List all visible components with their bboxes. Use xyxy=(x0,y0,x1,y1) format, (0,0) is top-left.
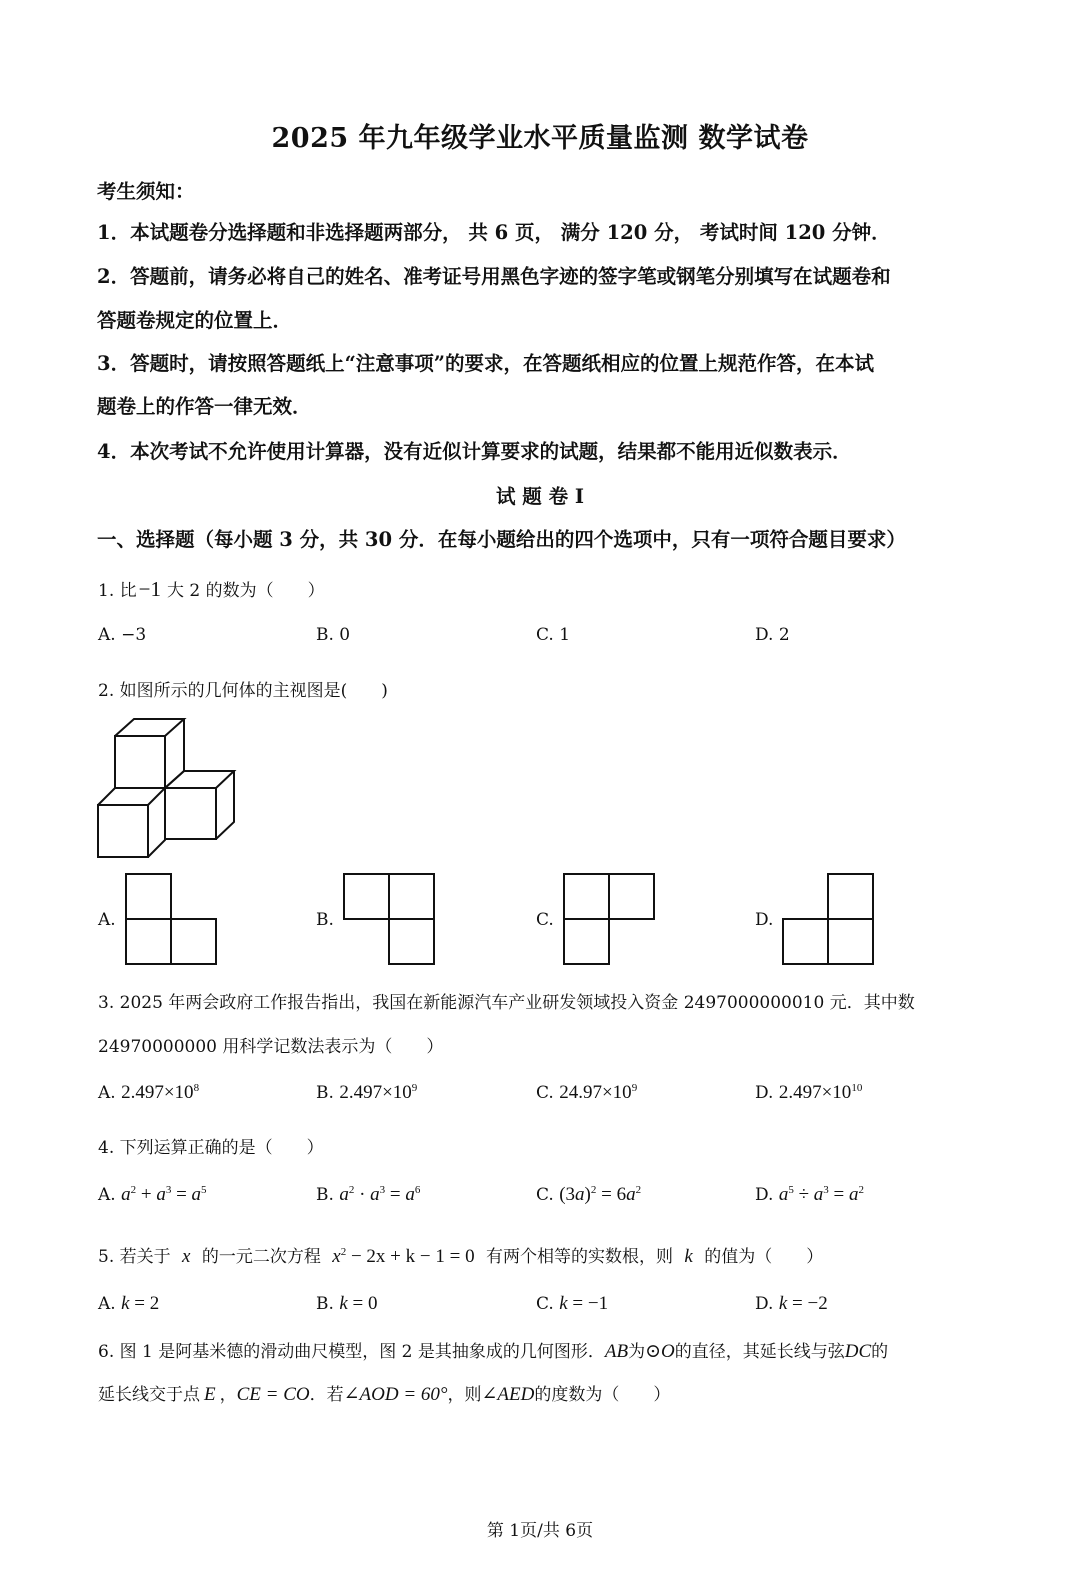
q5-equation: $x^2 - 2x + k - 1 = 0$ xyxy=(332,1246,475,1267)
q3-d-exponent: 10 xyxy=(851,1082,863,1094)
notice-item-3: 3．答题时，请按照答题纸上“注意事项”的要求，在答题纸相应的位置上规范作答，在本试 xyxy=(97,352,875,375)
q5-var-k: k xyxy=(684,1246,693,1267)
paper-label: 试 题 卷 I xyxy=(496,485,584,508)
q6-angle-aod: ∠AOD = 60° xyxy=(343,1384,448,1405)
question-4-stem: 4. 下列运算正确的是（ ） xyxy=(98,1138,324,1158)
question-1-stem xyxy=(98,576,325,602)
notice-item-4: 4．本次考试不允许使用计算器，没有近似计算要求的试题，结果都不能用近似数表示． xyxy=(97,440,852,463)
q3-b-exponent: 9 xyxy=(411,1082,418,1094)
q4-c-expression: $(3a)^2 = 6a^2$ xyxy=(559,1184,642,1205)
q5-label-c: C. xyxy=(536,1294,554,1314)
q5-a-value: k = 2 xyxy=(121,1293,160,1314)
q4-option-b xyxy=(316,1184,420,1206)
right-cube-side xyxy=(216,771,234,839)
q3-a-mantissa: 2.497×10 xyxy=(121,1082,194,1103)
q5-text-4: 的值为（ ） xyxy=(704,1247,824,1267)
q3-label-a: A. xyxy=(98,1083,116,1103)
q2-label-b: B. xyxy=(316,910,334,930)
q4-label-d: D. xyxy=(755,1185,774,1205)
q4-option-d xyxy=(755,1184,864,1206)
q4-option-a xyxy=(98,1184,207,1206)
q3-a-value xyxy=(121,1082,199,1103)
q6-text-4: 的 xyxy=(871,1342,889,1362)
left-cube-top xyxy=(98,788,165,805)
q2-option-b-figure xyxy=(342,872,436,966)
q3-option-a xyxy=(98,1082,199,1104)
question-5-stem xyxy=(98,1242,823,1268)
q2-label-c: C. xyxy=(536,910,554,930)
q5-option-a xyxy=(98,1293,159,1315)
q2-option-d-figure xyxy=(781,872,875,966)
q3-b-mantissa: 2.497×10 xyxy=(339,1082,412,1103)
q3-c-exponent: 9 xyxy=(631,1082,638,1094)
q4-label-a: A. xyxy=(98,1185,116,1205)
q4-option-c xyxy=(536,1184,641,1206)
q5-b-value: k = 0 xyxy=(339,1293,378,1314)
notice-item-1: 1．本试题卷分选择题和非选择题两部分， 共 6 页， 满分 120 分， 考试时间 120 分钟． xyxy=(97,221,891,244)
q6-text-1: 6. 图 1 是阿基米德的滑动曲尺模型，图 2 是其抽象成的几何图形． xyxy=(98,1342,605,1362)
q4-a-expression: $a^2 + a^3 = a^5$ xyxy=(121,1184,207,1205)
right-cube-top xyxy=(165,771,234,788)
q2-label-d: D. xyxy=(755,910,774,930)
q6-circle-o: ⊙O xyxy=(645,1341,675,1362)
q1-option-a: A. −3 xyxy=(98,625,147,645)
notice-item-2: 2．答题前，请务必将自己的姓名、准考证号用黑色字迹的签字笔或钢笔分别填写在试题卷和 xyxy=(97,265,891,288)
question-6-line-1 xyxy=(98,1337,888,1363)
q1-option-c: C. 1 xyxy=(536,625,571,645)
q3-d-value xyxy=(779,1082,862,1103)
q5-option-b xyxy=(316,1293,377,1315)
notice-item-2-cont: 答题卷规定的位置上． xyxy=(97,309,293,332)
q3-option-d xyxy=(755,1082,862,1104)
q6-text-3: 的直径，其延长线与弦 xyxy=(674,1342,845,1362)
solid-figure-cubes xyxy=(94,714,238,860)
q5-text-1: 5. 若关于 xyxy=(98,1247,171,1267)
q1-option-b: B. 0 xyxy=(316,625,351,645)
q2-option-c-figure xyxy=(562,872,656,966)
q3-c-mantissa: 24.97×10 xyxy=(559,1082,632,1103)
q6-text-6: ， xyxy=(219,1385,237,1405)
q3-c-value xyxy=(559,1082,637,1103)
q4-label-c: C. xyxy=(536,1185,554,1205)
question-3-line-2: 24970000000 用科学记数法表示为（ ） xyxy=(98,1037,444,1057)
q5-label-a: A. xyxy=(98,1294,116,1314)
q6-ce-co: CE = CO xyxy=(236,1384,310,1405)
top-cube-top xyxy=(115,719,184,736)
q5-label-d: D. xyxy=(755,1294,774,1314)
top-cube-side xyxy=(165,719,184,788)
q5-c-value: k = −1 xyxy=(559,1293,609,1314)
q1-text-end: 大 2 的数为（ ） xyxy=(166,581,325,601)
q4-d-expression: $a^5 \div a^3 = a^2$ xyxy=(778,1184,864,1205)
q1-negative-one: −1 xyxy=(138,577,161,601)
q6-ab: AB xyxy=(604,1341,629,1362)
q3-label-c: C. xyxy=(536,1083,554,1103)
left-cube-side xyxy=(148,788,165,857)
q1-option-d: D. 2 xyxy=(755,625,790,645)
q6-text-5: 延长线交于点 xyxy=(98,1385,200,1405)
notice-item-3-cont: 题卷上的作答一律无效． xyxy=(97,395,312,418)
q5-option-d xyxy=(755,1293,828,1315)
question-2-stem: 2. 如图所示的几何体的主视图是( ) xyxy=(98,681,388,701)
q2-label-a: A. xyxy=(98,910,116,930)
notice-heading: 考生须知： xyxy=(97,180,195,203)
q3-label-d: D. xyxy=(755,1083,774,1103)
q5-var-x: x xyxy=(182,1246,191,1267)
right-cube-front xyxy=(165,788,216,839)
q5-text-2: 的一元二次方程 xyxy=(201,1247,321,1267)
q4-label-b: B. xyxy=(316,1185,334,1205)
q4-b-expression: $a^2 \cdot a^3 = a^6$ xyxy=(339,1184,421,1205)
q3-b-value xyxy=(339,1082,417,1103)
q3-label-b: B. xyxy=(316,1083,334,1103)
q6-dc: DC xyxy=(844,1341,872,1362)
q5-label-b: B. xyxy=(316,1294,334,1314)
q3-option-b xyxy=(316,1082,417,1104)
q3-option-c xyxy=(536,1082,637,1104)
section-heading: 一、选择题（每小题 3 分，共 30 分．在每小题给出的四个选项中，只有一项符合题目要求） xyxy=(97,528,906,551)
q6-text-9: 的度数为（ ） xyxy=(534,1385,671,1405)
page-footer: 第 1页/共 6页 xyxy=(486,1521,594,1541)
q6-point-e: E xyxy=(204,1384,216,1405)
question-6-line-2 xyxy=(98,1380,670,1406)
q6-text-7: ．若 xyxy=(309,1385,344,1405)
q5-option-c xyxy=(536,1293,608,1315)
page-title: 2025 年九年级学业水平质量监测 数学试卷 xyxy=(271,123,809,154)
q6-text-8: ，则 xyxy=(447,1385,482,1405)
top-cube-front xyxy=(115,736,165,788)
q1-text-start: 1. 比 xyxy=(98,581,137,601)
q5-text-3: 有两个相等的实数根，则 xyxy=(486,1247,673,1267)
q6-angle-aed: ∠AED xyxy=(481,1384,535,1405)
q6-text-2: 为 xyxy=(628,1342,646,1362)
question-3-line-1: 3. 2025 年两会政府工作报告指出，我国在新能源汽车产业研发领域投入资金 2497000000010 元．其中数 xyxy=(98,993,915,1013)
q2-option-a-figure xyxy=(124,872,218,966)
q3-d-mantissa: 2.497×10 xyxy=(778,1082,852,1103)
q5-d-value: k = −2 xyxy=(778,1293,828,1314)
left-cube-front xyxy=(98,805,148,857)
q3-a-exponent: 8 xyxy=(193,1082,200,1094)
